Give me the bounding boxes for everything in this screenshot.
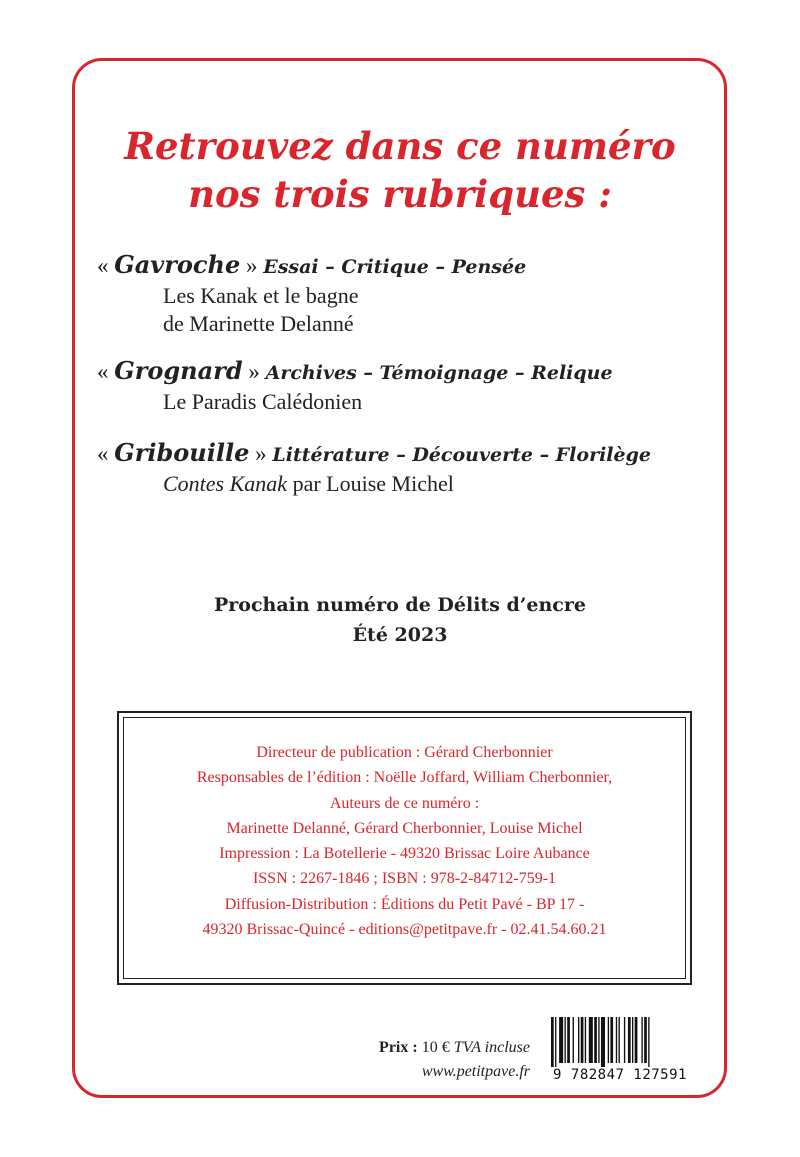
price-block bbox=[379, 1036, 530, 1084]
barcode bbox=[545, 1017, 695, 1083]
next-issue bbox=[0, 590, 800, 650]
rubric-keywords: Essai – Critique – Pensée bbox=[263, 256, 527, 278]
barcode-bars bbox=[545, 1017, 695, 1069]
imprint-line: Responsables de l’édition : Noëlle Joffard, William Cherbonnier, bbox=[196, 769, 613, 787]
imprint-inner-frame bbox=[123, 717, 686, 979]
rubric-keywords: Littérature – Découverte – Florilège bbox=[272, 444, 651, 466]
imprint-line: Diffusion-Distribution : Éditions du Petit Pavé - BP 17 - bbox=[224, 895, 585, 913]
imprint-line: Marinette Delanné, Gérard Cherbonnier, Louise Michel bbox=[226, 819, 583, 837]
price-line bbox=[379, 1036, 530, 1060]
price-label: Prix : bbox=[379, 1039, 418, 1056]
imprint-line: Directeur de publication : Gérard Cherbonnier bbox=[256, 744, 553, 761]
next-issue-date: Été 2023 bbox=[352, 624, 448, 646]
rubric-gavroche bbox=[97, 250, 526, 338]
close-quote: » bbox=[249, 441, 273, 466]
imprint-line: ISSN : 2267-1846 ; ISBN : 978-2-84712-759-1 bbox=[252, 870, 557, 888]
website[interactable] bbox=[379, 1060, 530, 1084]
website-link[interactable]: www.petitpave.fr bbox=[421, 1063, 530, 1080]
imprint-line: 49320 Brissac-Quincé - editions@petitpave.fr - 02.41.54.60.21 bbox=[202, 921, 607, 939]
imprint-line: Impression : La Botellerie - 49320 Brissac Loire Aubance bbox=[219, 845, 590, 863]
rubric-gribouille bbox=[97, 438, 651, 498]
rubrics-heading bbox=[0, 122, 800, 218]
open-quote: « bbox=[97, 253, 115, 278]
heading-line-1: Retrouvez dans ce numéro bbox=[124, 124, 676, 168]
open-quote: « bbox=[97, 359, 115, 384]
rubric-content-line: de Marinette Delanné bbox=[163, 311, 354, 336]
heading-line-2: nos trois rubriques : bbox=[188, 172, 612, 216]
close-quote: » bbox=[240, 253, 264, 278]
price-value: 10 € bbox=[417, 1039, 454, 1056]
rubric-name: Gribouille bbox=[114, 438, 250, 467]
work-author: par Louise Michel bbox=[287, 471, 454, 496]
rubric-grognard bbox=[97, 356, 613, 416]
rubric-keywords: Archives – Témoignage – Relique bbox=[265, 362, 613, 384]
work-title: Contes Kanak bbox=[163, 471, 288, 496]
rubric-content-line bbox=[97, 470, 651, 498]
open-quote: « bbox=[97, 441, 115, 466]
imprint-box bbox=[117, 711, 692, 985]
rubric-content-line: Le Paradis Calédonien bbox=[163, 389, 363, 414]
imprint-line: Auteurs de ce numéro : bbox=[329, 794, 480, 812]
close-quote: » bbox=[242, 359, 266, 384]
next-issue-title: Prochain numéro de Délits d’encre bbox=[214, 594, 586, 616]
rubric-content-line: Les Kanak et le bagne bbox=[163, 283, 359, 308]
price-tax: TVA incluse bbox=[453, 1039, 530, 1056]
rubric-name: Gavroche bbox=[114, 250, 241, 279]
rubric-name: Grognard bbox=[114, 356, 243, 385]
barcode-number: 9 782847 127591 bbox=[545, 1067, 695, 1083]
